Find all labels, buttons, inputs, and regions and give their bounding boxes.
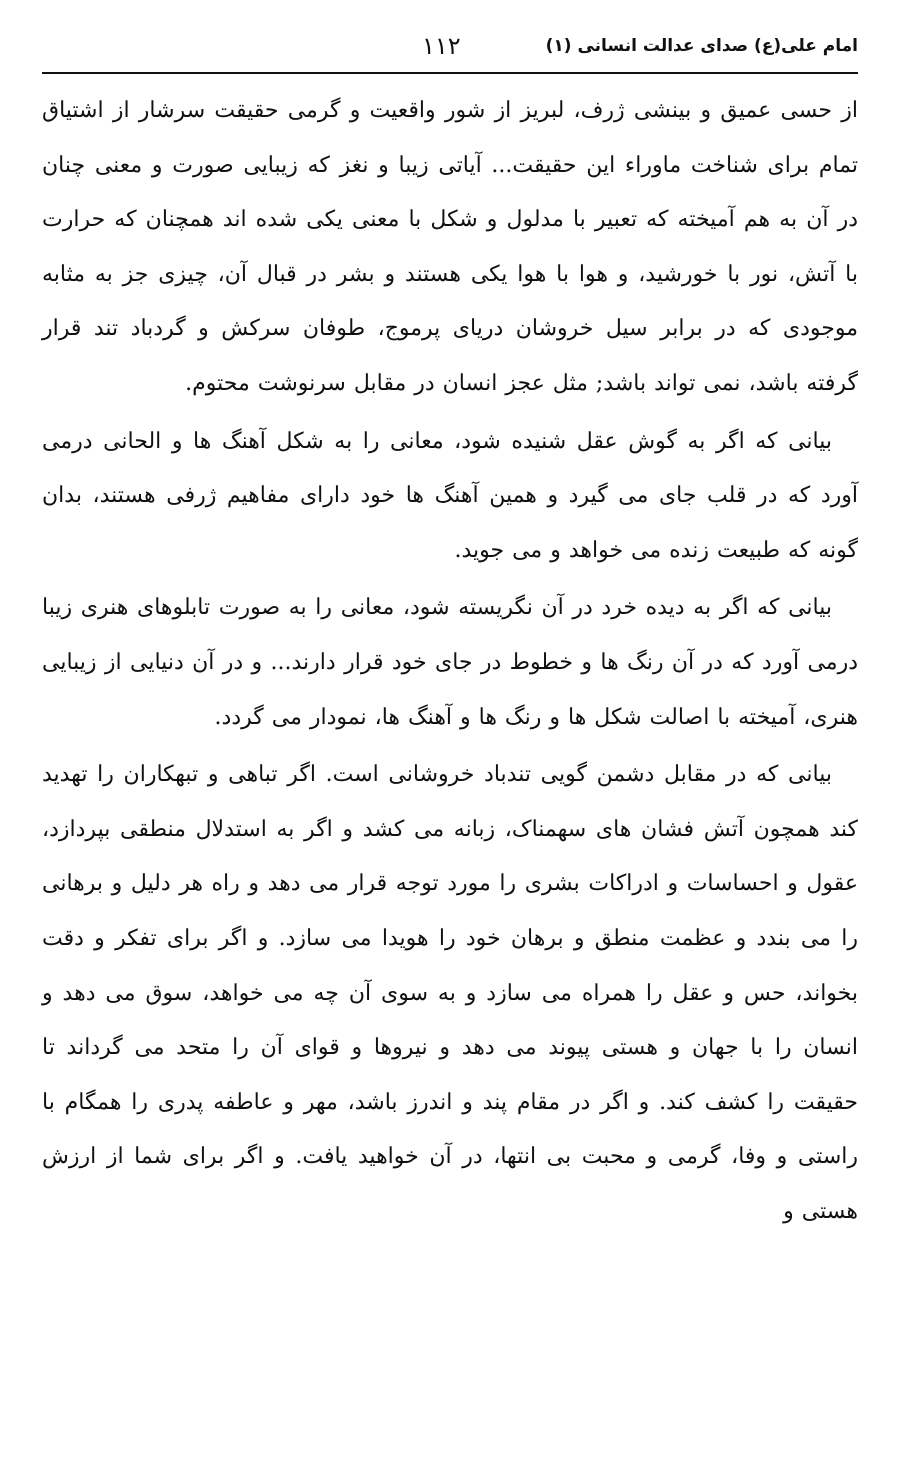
paragraph-1: از حسی عمیق و بینشی ژرف، لبریز از شور واقعیت و گرمی حقیقت سرشار از اشتیاق تمام برای شناخت ماوراء این حقیقت... آیاتی زیبا و نغز که زیبایی صورت و معنی چنان در آن به هم آمیخته که تعبیر با مدلول و شکل با معنی یکی شده اند همچنان که حرارت با آتش، نور با خورشید، و هوا با هوا یکی هستند و بشر در قبال آن، چیزی جز به مثابه موجودی که در برابر سیل خروشان دریای پرموج، طوفان سرکش و گردباد تند قرار گرفته باشد، نمی تواند باشد; مثل عجز انسان در مقابل سرنوشت محتوم. (42, 98, 858, 396)
page-number: ۱۱۲ (422, 32, 461, 60)
page-header (42, 30, 858, 70)
running-title: امام علی(ع) صدای عدالت انسانی (۱) (545, 36, 858, 56)
paragraph-2: بیانی که اگر به گوش عقل شنیده شود، معانی را به شکل آهنگ ها و الحانی درمی آورد که در قلب جای می گیرد و همین آهنگ ها خود دارای مفاهیم ژرفی هستند، بدان گونه که طبیعت زنده می خواهد و می جوید. (42, 428, 858, 563)
paragraph-3: بیانی که اگر به دیده خرد در آن نگریسته شود، معانی را به صورت تابلوهای هنری زیبا درمی آورد که در آن رنگ ها و خطوط در جای خود قرار دارند... و در آن دنیایی از زیبایی هنری، آمیخته با اصالت شکل ها و رنگ ها و آهنگ ها، نمودار می گردد. (42, 595, 858, 730)
body-text (42, 84, 858, 1242)
paragraph-4: بیانی که در مقابل دشمن گویی تندباد خروشانی است. اگر تباهی و تبهکاران را تهدید کند همچون آتش فشان های سهمناک، زبانه می کشد و اگر به استدلال منطقی بپردازد، عقول و احساسات و ادراکات بشری را مورد توجه قرار می دهد و راه هر دلیل و برهانی را می بندد و عظمت منطق و برهان خود را هویدا می سازد. و اگر برای تفکر و دقت بخواند، حس و عقل را همراه می سازد و به سوی آن چه می خواهد، سوق می دهد و انسان را با جهان و هستی پیوند می دهد و نیروها و قوای آن را متحد می گرداند تا حقیقت را کشف کند. و اگر در مقام پند و اندرز باشد، مهر و عاطفه پدری را همگام با راستی و وفا، گرمی و محبت بی انتها، در آن خواهید یافت. و اگر برای شما از ارزش هستی و (42, 762, 859, 1224)
header-divider (42, 72, 858, 74)
